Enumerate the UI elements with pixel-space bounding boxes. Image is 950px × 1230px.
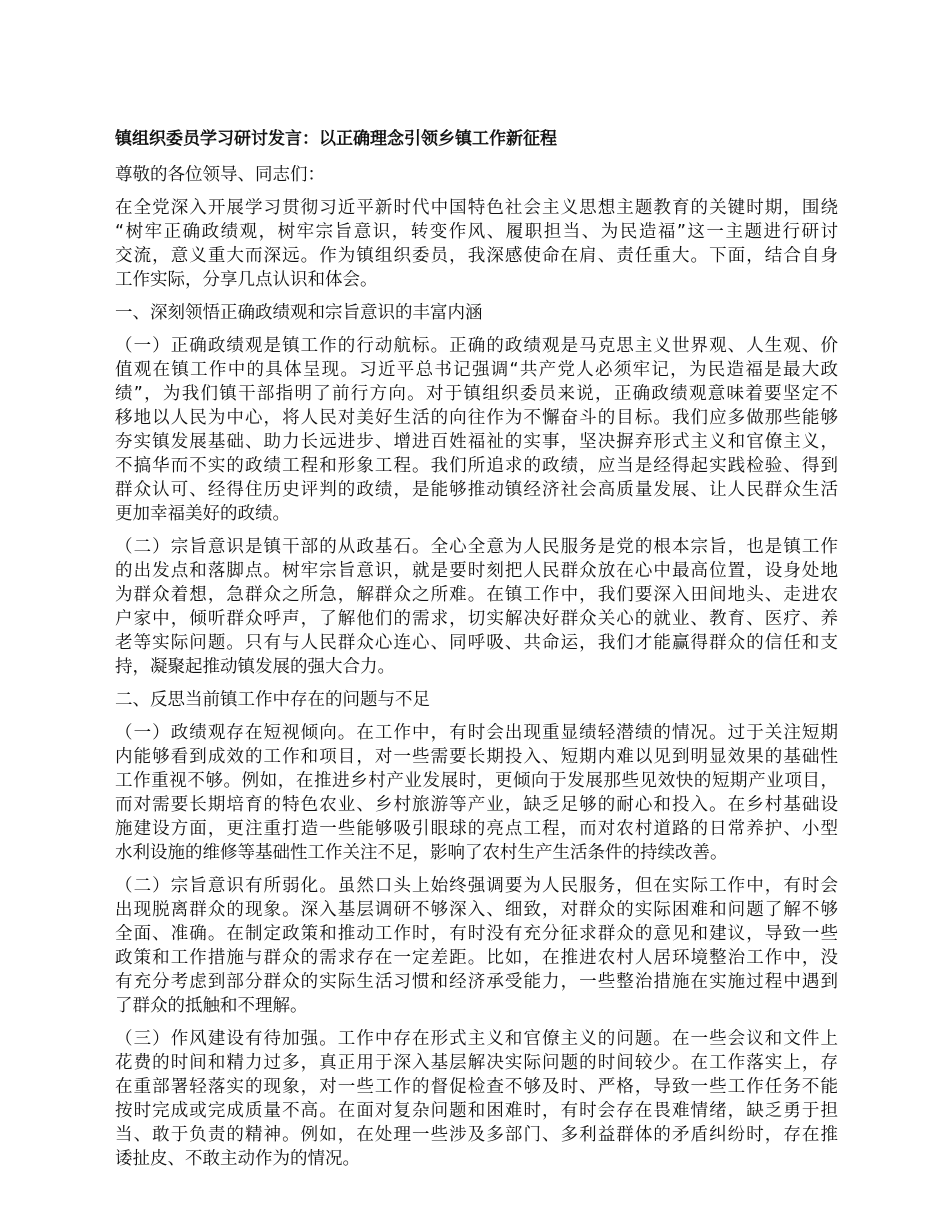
- salutation: [115, 163, 838, 187]
- text-line: 绩”，为我们镇干部指明了前行方向。对于镇组织委员来说，正确政绩观意味着要坚定不: [115, 384, 838, 404]
- text-line: 按时完成或完成质量不高。在面对复杂问题和困难时，有时会存在畏难情绪，缺乏勇于担: [115, 1101, 838, 1121]
- text-line: 的出发点和落脚点。树牢宗旨意识，就是要时刻把人民群众放在心中最高位置，设身处地: [115, 561, 838, 581]
- paragraph: [115, 721, 838, 865]
- text-line: （一）正确政绩观是镇工作的行动航标。正确的政绩观是马克思主义世界观、人生观、价: [115, 336, 838, 356]
- text-line: 花费的时间和精力过多，真正用于深入基层解决实际问题的时间较少。在工作落实上，存: [115, 1053, 838, 1073]
- text-line: 工作重视不够。例如，在推进乡村产业发展时，更倾向于发展那些见效快的短期产业项目，: [115, 771, 838, 791]
- text-line: 了群众的抵触和不理解。: [115, 996, 308, 1016]
- text-line: 群众认可、经得住历史评判的政绩，是能够推动镇经济社会高质量发展、让人民群众生活: [115, 480, 838, 500]
- text-line: 二、反思当前镇工作中存在的问题与不足: [115, 690, 430, 710]
- text-line: 更加幸福美好的政绩。: [115, 504, 290, 524]
- text-line: 施建设方面，更注重打造一些能够吸引眼球的亮点工程，而对农村道路的日常养护、小型: [115, 819, 838, 839]
- paragraph: [115, 196, 838, 292]
- text-line: 不搞华而不实的政绩工程和形象工程。我们所追求的政绩，应当是经得起实践检验、得到: [115, 456, 838, 476]
- text-line: 持，凝聚起推动镇发展的强大合力。: [115, 657, 395, 677]
- text-line: 政策和工作措施与群众的需求存在一定差距。比如，在推进农村人居环境整治工作中，没: [115, 948, 838, 968]
- text-line: 在全党深入开展学习贯彻习近平新时代中国特色社会主义思想主题教育的关键时期，围绕: [115, 198, 838, 218]
- text-line: 内能够看到成效的工作和项目，对一些需要长期投入、短期内难以见到明显效果的基础性: [115, 747, 838, 767]
- section-heading: [115, 301, 838, 325]
- text-line: 夯实镇发展基础、助力长远进步、增进百姓福祉的实事，坚决摒弃形式主义和官僚主义，: [115, 432, 838, 452]
- text-line: 水利设施的维修等基础性工作关注不足，影响了农村生产生活条件的持续改善。: [115, 843, 728, 863]
- text-line: 全面、准确。在制定政策和推动工作时，有时没有充分征求群众的意见和建议，导致一些: [115, 924, 838, 944]
- text-line: 当、敢于负责的精神。例如，在处理一些涉及多部门、多利益群体的矛盾纠纷时，存在推: [115, 1125, 838, 1145]
- text-line: （三）作风建设有待加强。工作中存在形式主义和官僚主义的问题。在一些会议和文件上: [115, 1029, 838, 1049]
- paragraph: [115, 535, 838, 679]
- text-line: 诿扯皮、不敢主动作为的情况。: [115, 1149, 360, 1169]
- paragraph: [115, 1027, 838, 1171]
- text-line: 为群众着想，急群众之所急，解群众之所难。在镇工作中，我们要深入田间地头、走进农: [115, 585, 838, 605]
- text-line: 而对需要长期培育的特色农业、乡村旅游等产业，缺乏足够的耐心和投入。在乡村基础设: [115, 795, 838, 815]
- text-line: 老等实际问题。只有与人民群众心连心、同呼吸、共命运，我们才能赢得群众的信任和支: [115, 633, 838, 653]
- text-line: （二）宗旨意识是镇干部的从政基石。全心全意为人民服务是党的根本宗旨，也是镇工作: [115, 537, 838, 557]
- text-line: “树牢正确政绩观，树牢宗旨意识，转变作风、履职担当、为民造福”这一主题进行研讨: [115, 222, 838, 242]
- text-line: 尊敬的各位领导、同志们：: [115, 165, 325, 185]
- text-line: 移地以人民为中心，将人民对美好生活的向往作为不懈奋斗的目标。我们应多做那些能够: [115, 408, 838, 428]
- text-line: （二）宗旨意识有所弱化。虽然口头上始终强调要为人民服务，但在实际工作中，有时会: [115, 876, 838, 896]
- text-line: 出现脱离群众的现象。深入基层调研不够深入、细致，对群众的实际困难和问题了解不够: [115, 900, 838, 920]
- text-line: 户家中，倾听群众呼声，了解他们的需求，切实解决好群众关心的就业、教育、医疗、养: [115, 609, 838, 629]
- text-line: 有充分考虑到部分群众的实际生活习惯和经济承受能力，一些整治措施在实施过程中遇到: [115, 972, 838, 992]
- text-line: 在重部署轻落实的现象，对一些工作的督促检查不够及时、严格，导致一些工作任务不能: [115, 1077, 838, 1097]
- text-line: 交流，意义重大而深远。作为镇组织委员，我深感使命在肩、责任重大。下面，结合自身: [115, 246, 838, 266]
- paragraph: [115, 874, 838, 1018]
- document-title: 镇组织委员学习研讨发言：以正确理念引领乡镇工作新征程: [115, 129, 557, 149]
- text-line: 一、深刻领悟正确政绩观和宗旨意识的丰富内涵: [115, 303, 483, 323]
- document-body: [115, 163, 838, 1171]
- paragraph: [115, 334, 838, 526]
- text-line: （一）政绩观存在短视倾向。在工作中，有时会出现重显绩轻潜绩的情况。过于关注短期: [115, 723, 838, 743]
- document-page: [115, 127, 838, 1180]
- text-line: 工作实际，分享几点认识和体会。: [115, 270, 378, 290]
- section-heading: [115, 688, 838, 712]
- text-line: 值观在镇工作中的具体呈现。习近平总书记强调“共产党人必须牢记，为民造福是最大政: [115, 360, 838, 380]
